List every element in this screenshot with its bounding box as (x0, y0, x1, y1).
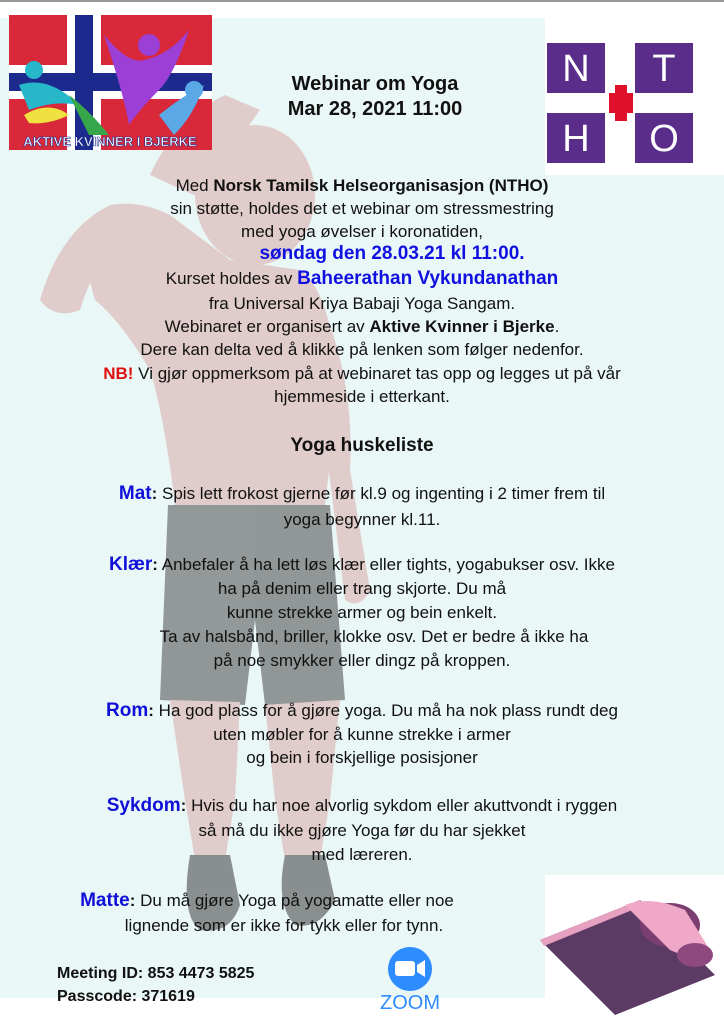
logo-left-text: AKTIVE KVINNER I BJERKE (23, 134, 197, 149)
intro-l1-pre: Med (175, 176, 214, 195)
checklist-heading: Yoga huskeliste (290, 435, 434, 456)
webinar-date: søndag den 28.03.21 kl 11:00. (259, 243, 525, 264)
ntho-name: Norsk Tamilsk Helseorganisasjon (NTHO) (213, 176, 549, 195)
rom-colon: : (148, 701, 154, 720)
matte-colon: : (129, 891, 136, 910)
aktive-kvinner-logo (9, 15, 212, 150)
klaer-label: Klær (109, 554, 153, 575)
intro-line-8: Dere kan delta ved å klikke på lenken som følger nedenfor. (140, 340, 584, 359)
ntho-logo (547, 43, 693, 163)
klaer-line-5: på noe smykker eller dingz på kroppen. (213, 651, 511, 670)
instructor-name: Baheerathan Vykundanathan (297, 268, 559, 289)
mat-label: Mat (118, 483, 152, 504)
klaer-line-4: Ta av halsbånd, briller, klokke osv. Det er bedre å ikke ha (159, 627, 589, 646)
meeting-passcode: Passcode: 371619 (57, 988, 195, 1005)
intro-line-1 (0, 175, 724, 197)
ntho-letter-o: O (649, 118, 679, 160)
klaer-text-1: Anbefaler å ha lett løs klær eller tights, yogabukser osv. Ikke (157, 555, 615, 574)
mat-line-2: yoga begynner kl.11. (283, 510, 441, 529)
norway-flag-logo-icon (9, 15, 212, 150)
title-line-1: Webinar om Yoga (291, 73, 459, 95)
intro-l9: Vi gjør oppmerksom på at webinaret tas opp og legges ut på vår (133, 364, 621, 383)
intro-line-9 (0, 363, 724, 385)
sykdom-line-2: så må du ikke gjøre Yoga før du har sjekket (198, 821, 526, 840)
klaer-line-2: ha på denim eller trang skjorte. Du må (217, 579, 507, 598)
meeting-info (57, 962, 254, 1008)
yoga-mat-icon (530, 880, 720, 1020)
ntho-letter-n: N (562, 48, 590, 90)
sykdom-label: Sykdom (106, 795, 181, 816)
intro-l7-pre: Webinaret er organisert av (164, 317, 370, 336)
klaer-colon: : (152, 555, 158, 574)
intro-l5-pre: Kurset holdes av (165, 269, 298, 288)
mat-line-1 (0, 483, 724, 505)
ntho-letter-t: T (652, 48, 676, 90)
sykdom-text-1: Hvis du har noe alvorlig sykdom eller akuttvondt i ryggen (186, 796, 618, 815)
intro-line-7 (0, 316, 724, 338)
ntho-logo-icon (547, 43, 693, 163)
intro-line-10: hjemmeside i etterkant. (274, 387, 450, 406)
webinar-title (225, 72, 525, 122)
zoom-camera-icon (365, 945, 455, 1015)
klaer-line-1 (0, 554, 724, 576)
ntho-letter-h: H (562, 118, 590, 160)
sykdom-line-3: med læreren. (311, 845, 413, 864)
matte-line-2: lignende som er ikke for tykk eller for tynn. (124, 916, 444, 935)
rom-text-1: Ha god plass for å gjøre yoga. Du må ha nok plass rundt deg (153, 701, 618, 720)
title-line-2: Mar 28, 2021 11:00 (287, 98, 463, 120)
rom-line-1 (0, 700, 724, 722)
sykdom-line-1 (0, 795, 724, 817)
yoga-mat-illustration (530, 880, 720, 1020)
organizer-name: Aktive Kvinner i Bjerke (369, 317, 555, 336)
nb-label: NB! (103, 364, 134, 383)
klaer-line-3: kunne strekke armer og bein enkelt. (226, 603, 498, 622)
intro-line-3: med yoga øvelser i koronatiden, (241, 222, 483, 241)
sykdom-colon: : (180, 796, 187, 815)
rom-line-3: og bein i forskjellige posisjoner (246, 748, 478, 767)
rom-label: Rom (106, 700, 149, 721)
intro-line-5 (0, 268, 724, 290)
intro-l7-post: . (554, 317, 560, 336)
matte-text-1: Du må gjøre Yoga på yogamatte eller noe (135, 891, 454, 910)
matte-label: Matte (80, 890, 130, 911)
mat-text-1: Spis lett frokost gjerne før kl.9 og ingenting i 2 timer frem til (157, 484, 606, 503)
intro-line-2: sin støtte, holdes det et webinar om stressmestring (170, 199, 554, 218)
rom-line-2: uten møbler for å kunne strekke i armer (213, 725, 511, 744)
mat-colon: : (151, 484, 158, 503)
zoom-logo (365, 945, 455, 1015)
zoom-label: ZOOM (380, 992, 440, 1014)
intro-line-6: fra Universal Kriya Babaji Yoga Sangam. (208, 294, 516, 313)
meeting-id: Meeting ID: 853 4473 5825 (57, 965, 255, 982)
